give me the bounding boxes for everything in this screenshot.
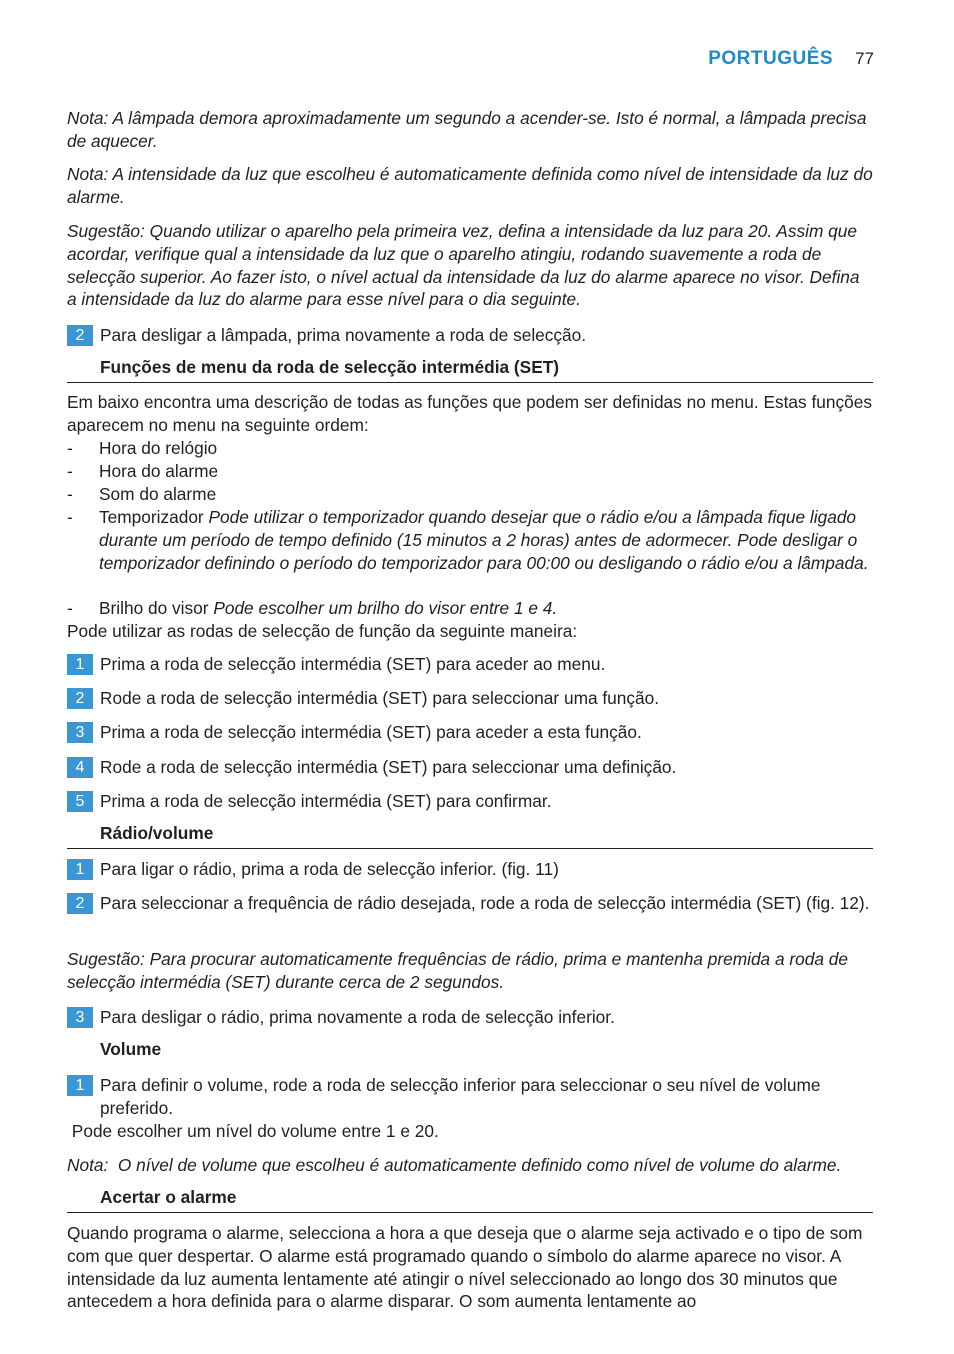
language-label: PORTUGUÊS: [708, 48, 834, 69]
step-text: Para desligar a lâmpada, prima novamente a roda de selecção.: [100, 325, 587, 345]
section-title: Acertar o alarme: [100, 1187, 237, 1207]
step-number: 1: [67, 1075, 93, 1096]
section-title: Volume: [100, 1039, 162, 1059]
step: [67, 721, 873, 744]
list-item: - Som do alarme: [67, 484, 217, 504]
step-text: Rode a roda de selecção intermédia (SET) para seleccionar uma definição.: [100, 757, 677, 777]
step-number: 1: [67, 654, 93, 675]
step: [67, 1074, 873, 1120]
step-text: Prima a roda de selecção intermédia (SET) para confirmar.: [100, 791, 552, 811]
step-text: Para definir o volume, rode a roda de selecção inferior para seleccionar o seu nível de volume preferido.: [100, 1075, 821, 1118]
section-heading-menu: [67, 355, 873, 383]
step-text: Para desligar o rádio, prima novamente a roda de selecção inferior.: [100, 1007, 615, 1027]
tip-first-use: Sugestão: Quando utilizar o aparelho pela primeira vez, defina a intensidade da luz para 20. Assim que acordar, verifique qual a intensidade da luz que o aparelho atingiu, rodando suavemente a roda de selecção superior. Ao fazer isto, o nível actual da intensidade da luz do alarme aparece no visor. Defina a intensidade da luz do alarme para esse nível para o dia seguinte.: [67, 221, 860, 310]
note-volume: Nota: O nível de volume que escolheu é automaticamente definido como nível de volume do alarme.: [67, 1155, 842, 1175]
tip-radio-scan: Sugestão: Para procurar automaticamente frequências de rádio, prima e mantenha premida a roda de selecção intermédia (SET) durante cerca de 2 segundos.: [67, 949, 848, 992]
menu-intro: Em baixo encontra uma descrição de todas as funções que podem ser definidas no menu. Estas funções aparecem no menu na seguinte ordem:: [67, 392, 873, 435]
list-item: - Temporizador Pode utilizar o temporizador quando desejar que o rádio e/ou a lâmpada fique ligado durante um período de tempo definido (15 minutos a 2 horas) antes de adormecer. Pode desligar o temporizador definindo o período do temporizador para 00:00 ou desligando o rádio e/ou a lâmpada.: [67, 507, 869, 573]
step: [67, 1006, 873, 1029]
step-text: Para seleccionar a frequência de rádio desejada, rode a roda de selecção intermédia (SET) (fig. 12).: [100, 893, 870, 913]
list-item-text: Hora do alarme: [99, 461, 219, 481]
list-item-text: Brilho do visor: [99, 598, 209, 618]
step-lamp-off: [67, 324, 873, 347]
note-light-intensity: Nota: A intensidade da luz que escolheu é automaticamente definida como nível de intensidade da luz do alarme.: [67, 164, 873, 207]
list-item-text: Temporizador: [99, 507, 204, 527]
section-heading-volume: [67, 1037, 873, 1064]
section-title: Rádio/volume: [100, 823, 214, 843]
step: [67, 756, 873, 779]
volume-range: Pode escolher um nível do volume entre 1 e 20.: [67, 1121, 439, 1141]
step-number: 5: [67, 791, 93, 812]
list-item-description: Pode escolher um brilho do visor entre 1 e 4.: [213, 598, 558, 618]
step: [67, 858, 873, 881]
step-number: 2: [67, 893, 93, 914]
step-number: 1: [67, 859, 93, 880]
list-item: - Hora do alarme: [67, 461, 219, 481]
list-item-description: Pode utilizar o temporizador quando desejar que o rádio e/ou a lâmpada fique ligado durante um período de tempo definido (15 minutos a 2 horas) antes de adormecer. Pode desligar o temporizador definindo o período do temporizador para 00:00 ou desligando o rádio e/ou a lâmpada.: [99, 507, 869, 573]
step-number: 2: [67, 688, 93, 709]
step-number: 2: [67, 325, 93, 346]
menu-usage: Pode utilizar as rodas de selecção de função da seguinte maneira:: [67, 621, 578, 641]
step-number: 3: [67, 1007, 93, 1028]
section-heading-alarm: [67, 1185, 873, 1213]
step: [67, 687, 873, 710]
step-text: Prima a roda de selecção intermédia (SET) para aceder a esta função.: [100, 722, 642, 742]
note-lamp-warmup: Nota: A lâmpada demora aproximadamente um segundo a acender-se. Isto é normal, a lâmpada precisa de aquecer.: [67, 108, 867, 151]
step-number: 4: [67, 757, 93, 778]
step-text: Rode a roda de selecção intermédia (SET) para seleccionar uma função.: [100, 688, 660, 708]
page-number: 77: [855, 49, 874, 68]
list-item-text: Som do alarme: [99, 484, 217, 504]
alarm-description: Quando programa o alarme, selecciona a hora a que deseja que o alarme seja activado e o tipo de som com que quer despertar. O alarme está programado quando o símbolo do alarme aparece no visor. A intensidade da luz aumenta lentamente até atingir o nível seleccionado ao longo dos 30 minutos que antecedem a hora definida para o alarme disparar. O som aumenta lentamente ao: [67, 1223, 863, 1312]
step: [67, 653, 873, 676]
list-item: - Brilho do visor Pode escolher um brilho do visor entre 1 e 4.: [67, 598, 558, 618]
step: [67, 892, 873, 915]
step: [67, 790, 873, 813]
section-title: Funções de menu da roda de selecção intermédia (SET): [100, 357, 560, 377]
section-heading-radio: [67, 821, 873, 849]
page-header: [708, 48, 874, 70]
list-item-text: Hora do relógio: [99, 438, 218, 458]
list-item: - Hora do relógio: [67, 438, 218, 458]
step-number: 3: [67, 722, 93, 743]
step-text: Prima a roda de selecção intermédia (SET) para aceder ao menu.: [100, 654, 606, 674]
step-text: Para ligar o rádio, prima a roda de selecção inferior. (fig. 11): [100, 859, 559, 879]
